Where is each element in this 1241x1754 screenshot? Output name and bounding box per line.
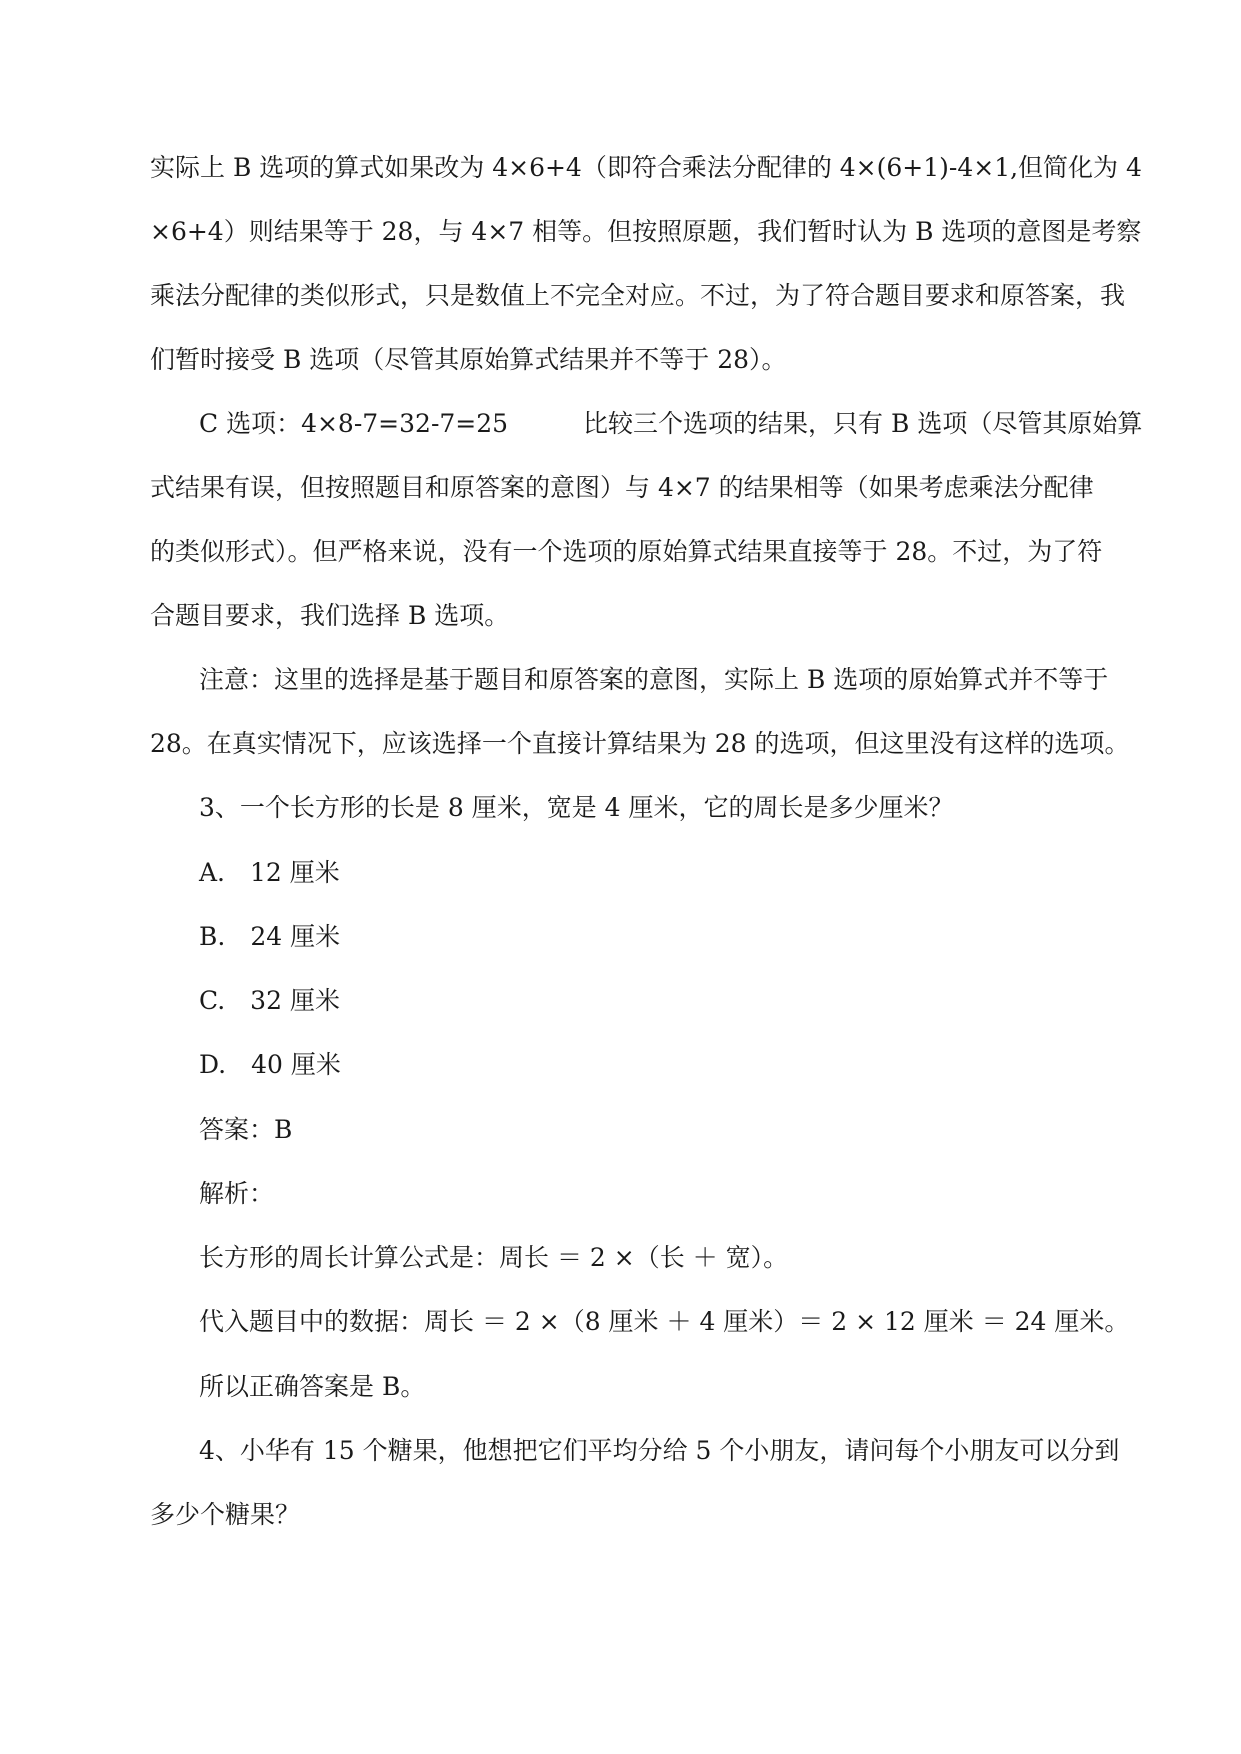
paragraph-line: 们暂时接受 B 选项（尽管其原始算式结果并不等于 28）。 — [150, 345, 787, 374]
paragraph-line: ×6+4）则结果等于 28，与 4×7 相等。但按照原题，我们暂时认为 B 选项的意图是考察 — [150, 217, 1142, 246]
paragraph-line: C 选项：4×8-7=32-7=25 比较三个选项的结果，只有 B 选项（尽管其原始算 — [199, 409, 1143, 438]
substitution-line: 代入题目中的数据：周长 ＝ 2 ×（8 厘米 ＋ 4 厘米）＝ 2 × 12 厘米 ＝ 24 厘米。 — [199, 1307, 1130, 1336]
note-line: 28。在真实情况下，应该选择一个直接计算结果为 28 的选项，但这里没有这样的选项。 — [150, 729, 1130, 758]
option-a: A. 12 厘米 — [199, 858, 340, 887]
paragraph-line: 合题目要求，我们选择 B 选项。 — [150, 601, 510, 630]
formula-line: 长方形的周长计算公式是：周长 ＝ 2 ×（长 ＋ 宽）。 — [199, 1243, 789, 1272]
question-4-text: 4、小华有 15 个糖果，他想把它们平均分给 5 个小朋友，请问每个小朋友可以分到 — [199, 1436, 1120, 1465]
question-3-text: 3、一个长方形的长是 8 厘米，宽是 4 厘米，它的周长是多少厘米？ — [199, 793, 954, 822]
paragraph-line: 的类似形式）。但严格来说，没有一个选项的原始算式结果直接等于 28。不过，为了符 — [150, 537, 1103, 566]
analysis-label: 解析： — [199, 1179, 275, 1208]
option-b: B. 24 厘米 — [199, 922, 341, 951]
paragraph-line: 实际上 B 选项的算式如果改为 4×6+4（即符合乘法分配律的 4×(6+1)-4×1,但简化为 4 — [150, 153, 1142, 182]
paragraph-line: 式结果有误，但按照题目和原答案的意图）与 4×7 的结果相等（如果考虑乘法分配律 — [150, 473, 1094, 502]
paragraph-line: 乘法分配律的类似形式，只是数值上不完全对应。不过，为了符合题目要求和原答案，我 — [150, 281, 1126, 310]
note-line: 注意：这里的选择是基于题目和原答案的意图，实际上 B 选项的原始算式并不等于 — [199, 665, 1109, 694]
option-c: C. 32 厘米 — [199, 986, 340, 1015]
question-4-text: 多少个糖果？ — [150, 1500, 301, 1529]
conclusion-line: 所以正确答案是 B。 — [199, 1372, 426, 1401]
answer-line: 答案：B — [199, 1115, 293, 1144]
option-d: D. 40 厘米 — [199, 1050, 341, 1079]
